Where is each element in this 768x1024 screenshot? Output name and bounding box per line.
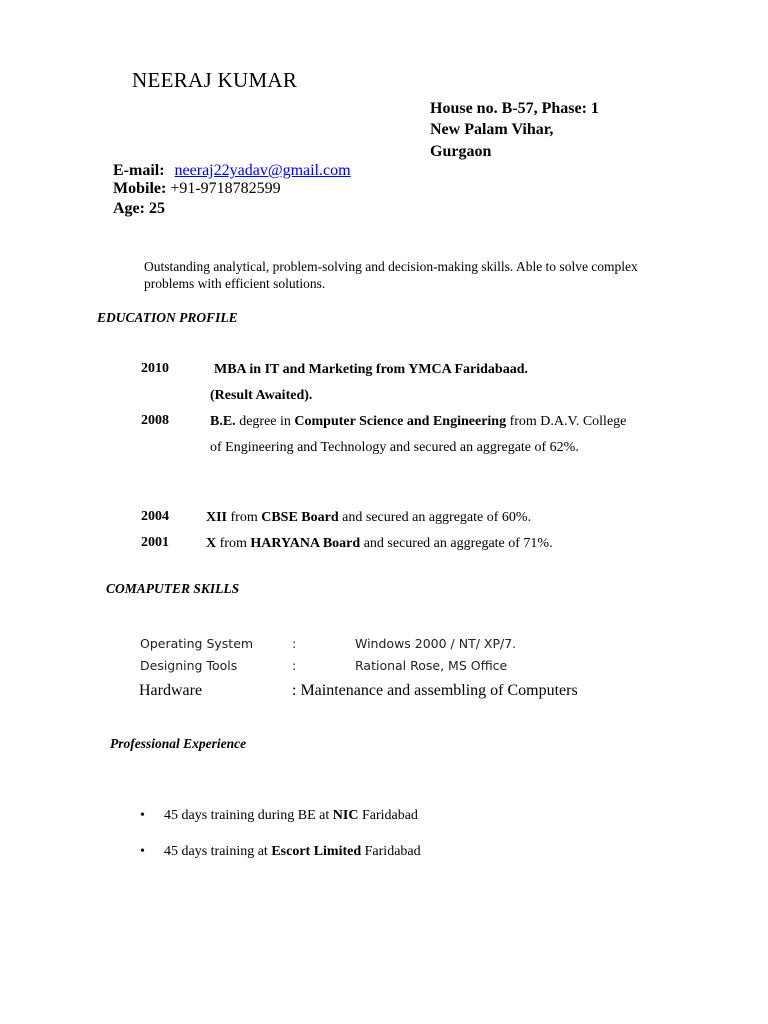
bullet-icon: • [140,844,145,859]
age-row [113,200,165,218]
edu-year-2001: 2001 [141,535,169,550]
skill-label-hardware: Hardware [139,682,203,699]
age-value: 25 [144,200,165,217]
edu-2008-subject: Computer Science and Engineering [294,414,507,429]
skill-value-os: Windows 2000 / NT/ XP/7. [355,636,517,651]
experience-item-2-pre: 45 days training at [164,844,272,859]
edu-2001-class: X [206,536,217,551]
edu-2004-tail: and secured an aggregate of 60%. [338,510,532,525]
edu-2008-mid-1: degree in [235,414,295,429]
mobile-label: Mobile: [113,180,167,197]
experience-item-1-post: Faridabad [358,808,418,823]
edu-2010-line-2: (Result Awaited). [210,388,313,403]
skill-label-os: Operating System [140,636,254,651]
experience-item-1 [164,808,418,824]
email-row [113,162,351,180]
edu-2001-mid: from [216,536,251,551]
skill-sep-design: : [292,658,297,673]
edu-2001-board: HARYANA Board [250,536,361,551]
edu-year-2004: 2004 [141,509,169,524]
skill-label-design: Designing Tools [140,658,238,673]
mobile-row [113,180,281,198]
edu-2008-degree: B.E. [210,414,236,429]
experience-item-2-post: Faridabad [361,844,421,859]
skills-heading: COMAPUTER SKILLS [106,581,240,596]
objective-text: Outstanding analytical, problem-solving and decision-making skills. Able to solve complex problems with efficient solutions. [144,259,638,291]
edu-2008-mid-2: from D.A.V. College of Engineering and Technology and secured an aggregate of 62%. [210,414,627,455]
edu-2004-board: CBSE Board [261,510,339,525]
email-link[interactable]: neeraj22yadav@gmail.com [174,162,351,179]
edu-2004-text [206,505,531,531]
bullet-icon: • [140,808,145,823]
experience-heading: Professional Experience [110,736,247,751]
experience-item-2-org: Escort Limited [271,844,362,859]
address-line-2: New Palam Vihar, [430,121,554,138]
edu-year-2008: 2008 [141,413,169,428]
edu-2001-text [206,531,553,557]
candidate-name: NEERAJ KUMAR [132,68,298,92]
edu-2004-mid: from [227,510,262,525]
edu-2010-line-1: MBA in IT and Marketing from YMCA Faridabaad. [214,362,528,377]
edu-2008-text [210,409,640,461]
experience-item-2 [164,844,421,860]
age-label: Age: [113,200,145,217]
address-line-1: House no. B-57, Phase: 1 [430,100,599,117]
experience-item-1-org: NIC [332,808,359,823]
edu-year-2010: 2010 [141,361,169,376]
mobile-value: +91-9718782599 [166,180,281,197]
skill-value-design: Rational Rose, MS Office [355,658,508,673]
edu-2001-tail: and secured an aggregate of 71%. [360,536,553,551]
skill-value-hardware: : Maintenance and assembling of Computers [292,682,578,699]
address-line-3: Gurgaon [430,143,492,160]
education-heading: EDUCATION PROFILE [97,310,238,325]
experience-item-1-pre: 45 days training during BE at [164,808,333,823]
edu-2004-class: XII [206,510,228,525]
email-label: E-mail: [113,162,165,179]
skill-sep-os: : [292,636,297,651]
